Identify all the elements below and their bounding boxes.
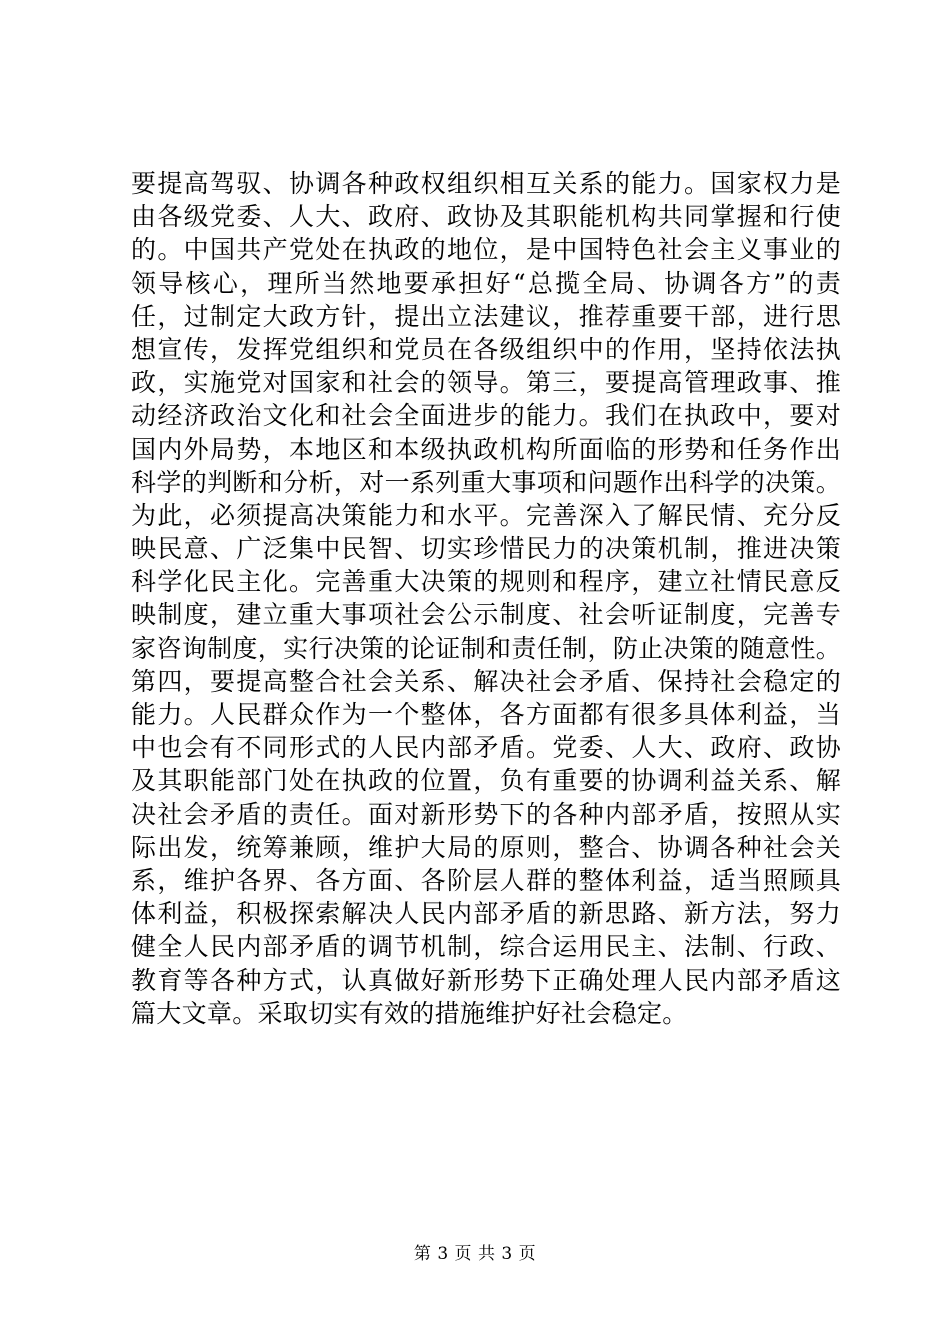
page-number-footer: 第 3 页 共 3 页: [413, 1244, 537, 1264]
text-line: 篇大文章。采取切实有效的措施维护好社会稳定。: [131, 998, 688, 1028]
text-line: 领导核心，理所当然地要承担好“总揽全局、协调各方”的责: [131, 268, 841, 298]
text-line: 任，过制定大政方针，提出立法建议，推荐重要干部，进行思: [131, 301, 841, 331]
text-line: 的。中国共产党处在执政的地位，是中国特色社会主义事业的: [131, 235, 841, 265]
text-line: 为此，必须提高决策能力和水平。完善深入了解民情、充分反: [131, 500, 841, 530]
text-line: 能力。人民群众作为一个整体，各方面都有很多具体利益，当: [131, 700, 841, 729]
text-line: 映制度，建立重大事项社会公示制度、社会听证制度，完善专: [131, 600, 841, 630]
text-line: 系，维护各界、各方面、各阶层人群的整体利益，适当照顾具: [131, 865, 841, 895]
text-line: 决社会矛盾的责任。面对新形势下的各种内部矛盾，按照从实: [131, 799, 841, 829]
body-paragraph: [131, 167, 841, 1030]
text-line: 映民意、广泛集中民智、切实珍惜民力的决策机制，推进决策: [131, 534, 841, 564]
text-line: 家咨询制度，实行决策的论证制和责任制，防止决策的随意性。: [131, 633, 841, 663]
text-line: 及其职能部门处在执政的位置，负有重要的协调利益关系、解: [131, 766, 841, 796]
text-line: 要提高驾驭、协调各种政权组织相互关系的能力。国家权力是: [131, 169, 841, 198]
text-line: 想宣传，发挥党组织和党员在各级组织中的作用，坚持依法执: [131, 334, 841, 364]
text-line: 政，实施党对国家和社会的领导。第三，要提高管理政事、推: [131, 368, 841, 398]
text-line: 体利益，积极探索解决人民内部矛盾的新思路、新方法，努力: [131, 899, 841, 929]
text-line: 际出发，统筹兼顾，维护大局的原则，整合、协调各种社会关: [131, 832, 841, 862]
text-line: 动经济政治文化和社会全面进步的能力。我们在执政中，要对: [131, 401, 841, 431]
text-line: 科学的判断和分析，对一系列重大事项和问题作出科学的决策。: [131, 467, 841, 497]
text-line: 国内外局势，本地区和本级执政机构所面临的形势和任务作出: [131, 434, 841, 464]
text-line: 教育等各种方式，认真做好新形势下正确处理人民内部矛盾这: [131, 965, 841, 995]
text-line: 健全人民内部矛盾的调节机制，综合运用民主、法制、行政、: [131, 932, 841, 962]
text-line: 第四，要提高整合社会关系、解决社会矛盾、保持社会稳定的: [131, 666, 841, 696]
text-line: 由各级党委、人大、政府、政协及其职能机构共同掌握和行使: [131, 202, 841, 232]
text-line: 科学化民主化。完善重大决策的规则和程序，建立社情民意反: [131, 567, 841, 597]
text-line: 中也会有不同形式的人民内部矛盾。党委、人大、政府、政协: [131, 733, 841, 763]
